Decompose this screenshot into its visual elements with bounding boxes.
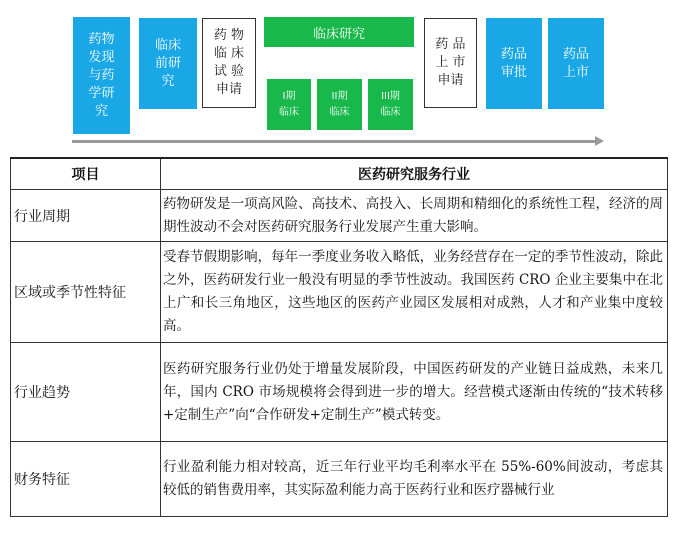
phase-3-clinical <box>368 79 413 130</box>
row-label: 行业周期 <box>11 190 161 242</box>
stage-clinical-research-label: 临床研究 <box>312 26 365 42</box>
stage-drug-launch <box>548 18 604 109</box>
header-item: 项目 <box>11 158 161 190</box>
phase-2-clinical <box>317 79 362 130</box>
stage-drug-discovery <box>73 17 130 134</box>
row-content: 行业盈利能力相对较高，近三年行业平均毛利率水平在 55%-60%间波动，考虑其较低的销售费用率，其实际盈利能力高于医药行业和医疗器械行业 <box>161 442 668 517</box>
row-label: 财务特征 <box>11 442 161 517</box>
phase-1-clinical <box>267 79 311 130</box>
stage-drug-approval-label: 药品 审批 <box>500 46 527 80</box>
stage-drug-approval <box>486 18 542 109</box>
row-content: 受春节假期影响，每年一季度业务收入略低，业务经营存在一定的季节性波动，除此之外，医药研发行业一般没有明显的季节性波动。我国医药 CRO 企业主要集中在北上广和长三角地区，这些地区的医药产业园区发展相对成熟，人才和产业集中度较高。 <box>161 242 668 343</box>
row-content: 药物研发是一项高风险、高技术、高投入、长周期和精细化的系统性工程，经济的周期性波动不会对医药研究服务行业发展产生重大影响。 <box>161 190 668 242</box>
timeline-arrow-line <box>72 140 597 143</box>
row-label: 行业趋势 <box>11 343 161 442</box>
table-row <box>11 242 668 343</box>
phase-1-label: I期 临床 <box>279 90 299 118</box>
table-header-row <box>11 158 668 190</box>
stage-drug-launch-label: 药品 上市 <box>562 46 589 80</box>
header-industry: 医药研究服务行业 <box>161 158 668 190</box>
table-row <box>11 190 668 242</box>
stage-drug-discovery-label: 药物 发现 与药 学研 究 <box>88 31 115 119</box>
stage-preclinical <box>139 18 197 109</box>
stage-ind-application <box>202 18 256 108</box>
stage-preclinical-label: 临床 前研 究 <box>154 37 181 89</box>
stage-ind-application-label: 药 物 临 床 试 验 申请 <box>213 28 245 97</box>
stage-clinical-research <box>264 17 414 47</box>
stage-nda-application <box>424 18 477 108</box>
stage-nda-application-label: 药 品 上 市 申请 <box>435 37 466 88</box>
table-row <box>11 343 668 442</box>
row-label: 区域或季节性特征 <box>11 242 161 343</box>
phase-3-label: III期 临床 <box>380 90 401 118</box>
drug-development-flowchart <box>0 0 673 150</box>
table-row <box>11 442 668 517</box>
row-content: 医药研究服务行业仍处于增量发展阶段，中国医药研发的产业链日益成熟，未来几年，国内 CRO 市场规模将会得到进一步的增大。经营模式逐渐由传统的“技术转移+定制生产”向“合作研发+定制生产”模式转变。 <box>161 343 668 442</box>
industry-characteristics-table <box>10 157 668 517</box>
timeline-arrow-head <box>595 136 604 146</box>
phase-2-label: II期 临床 <box>329 90 350 118</box>
